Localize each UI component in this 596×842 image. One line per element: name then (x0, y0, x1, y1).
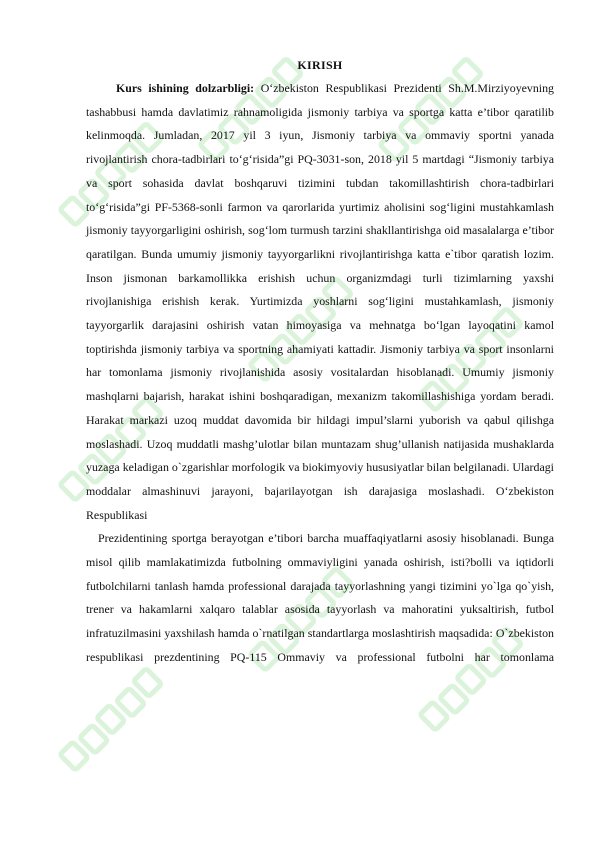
paragraph-presidential-attention: Prezidentining sportga berayotgan e’tibori barcha muaffaqiyatlarni asosiy hisoblanadi. Bunga misol qilib mamlakatimizda futbolning ommaviyligini yanada oshirish, isti?bolli va iqtidorli futbolchilarni tanlash hamda professional darajada tayyorlashning yangi tizimini yo`lga qo`yish, trener va hakamlarni xalqaro talablar asosida tayyorlash va mahoratini yuksaltirish, futbol infratuzilmasini yaxshilash hamda o`rnatilgan standartlarga moslashtirish maqsadida: O`zbekiston respublikasi prezdentining PQ-115 Ommaviy va professional futbolni har tomonlama (86, 531, 554, 664)
paragraph-relevance (86, 77, 554, 527)
watermark-stamp (60, 668, 163, 771)
relevance-heading: Kurs ishining dolzarbligi: (116, 81, 255, 95)
document-body (86, 56, 554, 670)
page-title: KIRISH (297, 58, 343, 72)
paragraph-relevance-text: O‘zbekiston Respublikasi Prezidenti Sh.M.Mirziyoyevning tashabbusi hamda davlatimiz rahnamoligida jismoniy tarbiya va sportga katta e’tibor qaratilib kelinmoqda. Jumladan, 2017 yil 3 iyun, Jismoniy tarbiya va ommaviy sportni yanada rivojlantirish chora-tadbirlari to‘g‘risida”gi PQ-3031-son, 2018 yil 5 martdagi “Jismoniy tarbiya va sport sohasida davlat boshqaruvi tizimini tubdan takomillashtirish chora-tadbirlari to‘g‘risida”gi PF-5368-sonli farmon va qarorlarida yurtimiz aholisini sog‘ligini mustahkamlash jismoniy tayyorgarligini oshirish, sog‘lom turmush tarzini shakllantirishga oid masalalarga e’tibor qaratilgan. Bunda umumiy jismoniy tayyorgarlikni rivojlantirishga katta e`tibor qaratish lozim. Inson jismonan barkamollikka erishish uchun organizmdagi turli tizimlarning yaxshi rivojlanishiga erishish kerak. Yurtimizda yoshlarni sog‘ligini mustahkamlash, jismoniy tayyorgarlik darajasini oshirish vatan himoyasiga va mehnatga bo‘lgan layoqatini kamol toptirishda jismoniy tarbiya va sportning ahamiyati kattadir. Jismoniy tarbiya va sport insonlarni har tomonlama jismoniy rivojlanishida asosiy vositalardan hisoblanadi. Umumiy jismoniy mashqlarni bajarish, harakat ishini boshqaradigan, mexanizm takomillashishiga yordam beradi. Harakat markazi uzoq muddat davomida bir hildagi impul’slarni yuborish va qabul qilishga moslashadi. Uzoq muddatli mashg’ulotlar bilan muntazam shug’ullanish natijasida mushaklarda yuzaga keladigan o`zgarishlar morfologik va biokimyoviy hususiyatlar bilan belgilanadi. Ulardagi moddalar almashinuvi jarayoni, bajarilayotgan ish darajasiga moslashadi. O‘zbekiston Respublikasi (86, 81, 555, 522)
